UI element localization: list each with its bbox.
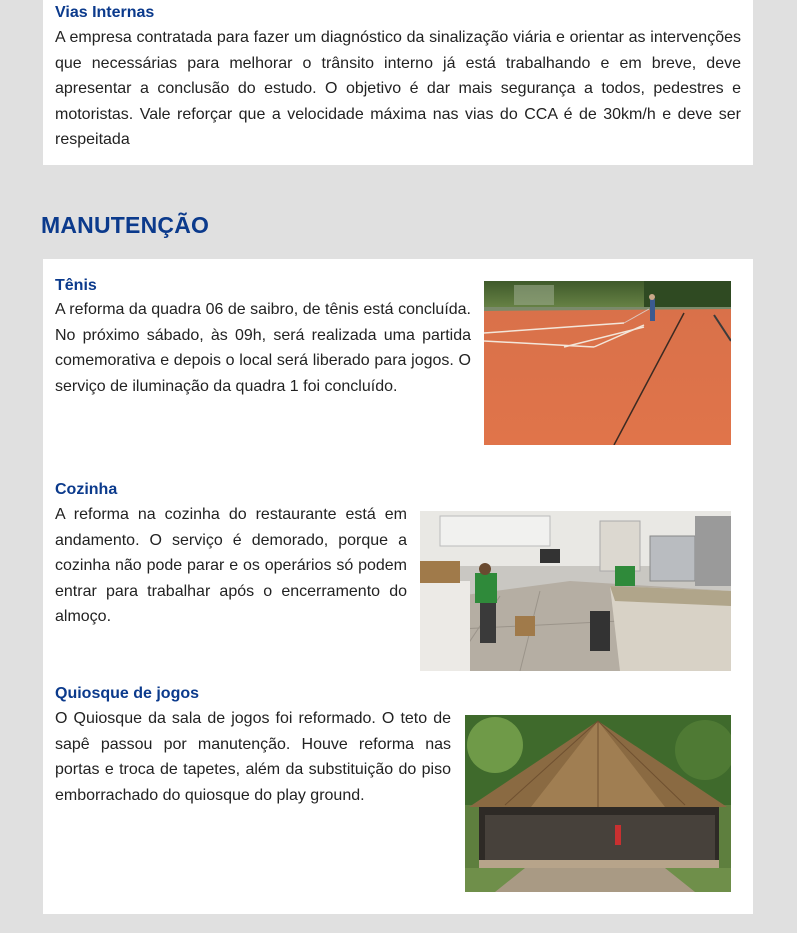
tenis-heading: Tênis bbox=[55, 277, 97, 294]
tenis-text: A reforma da quadra 06 de saibro, de tênis está concluída. No próximo sábado, às 09h, será realizada uma partida comemorativa e depois o local será liberado para jogos. O serviço de iluminação da quadra 1 foi concluído. bbox=[55, 301, 471, 395]
quiosque-text: O Quiosque da sala de jogos foi reformado. O teto de sapê passou por manutenção. Houve reforma nas portas e troca de tapetes, além da substituição do piso emborrachado do quiosque do play ground. bbox=[55, 710, 451, 804]
kitchen-photo bbox=[420, 511, 731, 671]
vias-internas-heading: Vias Internas bbox=[55, 4, 155, 21]
cozinha-heading: Cozinha bbox=[55, 481, 118, 498]
section-title: MANUTENÇÃO bbox=[41, 212, 210, 238]
kiosk-photo bbox=[465, 715, 731, 892]
vias-internas-text: A empresa contratada para fazer um diagnóstico da sinalização viária e orientar as intervenções que necessárias para melhorar o trânsito interno já está trabalhando e em breve, deve apresentar a conclusão do estudo. O objetivo é dar mais segurança a todos, pedestres e motoristas. Vale reforçar que a velocidade máxima nas vias do CCA é de 30km/h e deve ser respeitada bbox=[55, 29, 741, 148]
quiosque-heading: Quiosque de jogos bbox=[55, 685, 200, 702]
tennis-court-photo bbox=[484, 281, 731, 445]
cozinha-text: A reforma na cozinha do restaurante está em andamento. O serviço é demorado, porque a cozinha não pode parar e os operários só podem entrar para trabalhar após o encerramento do almoço. bbox=[55, 506, 407, 625]
